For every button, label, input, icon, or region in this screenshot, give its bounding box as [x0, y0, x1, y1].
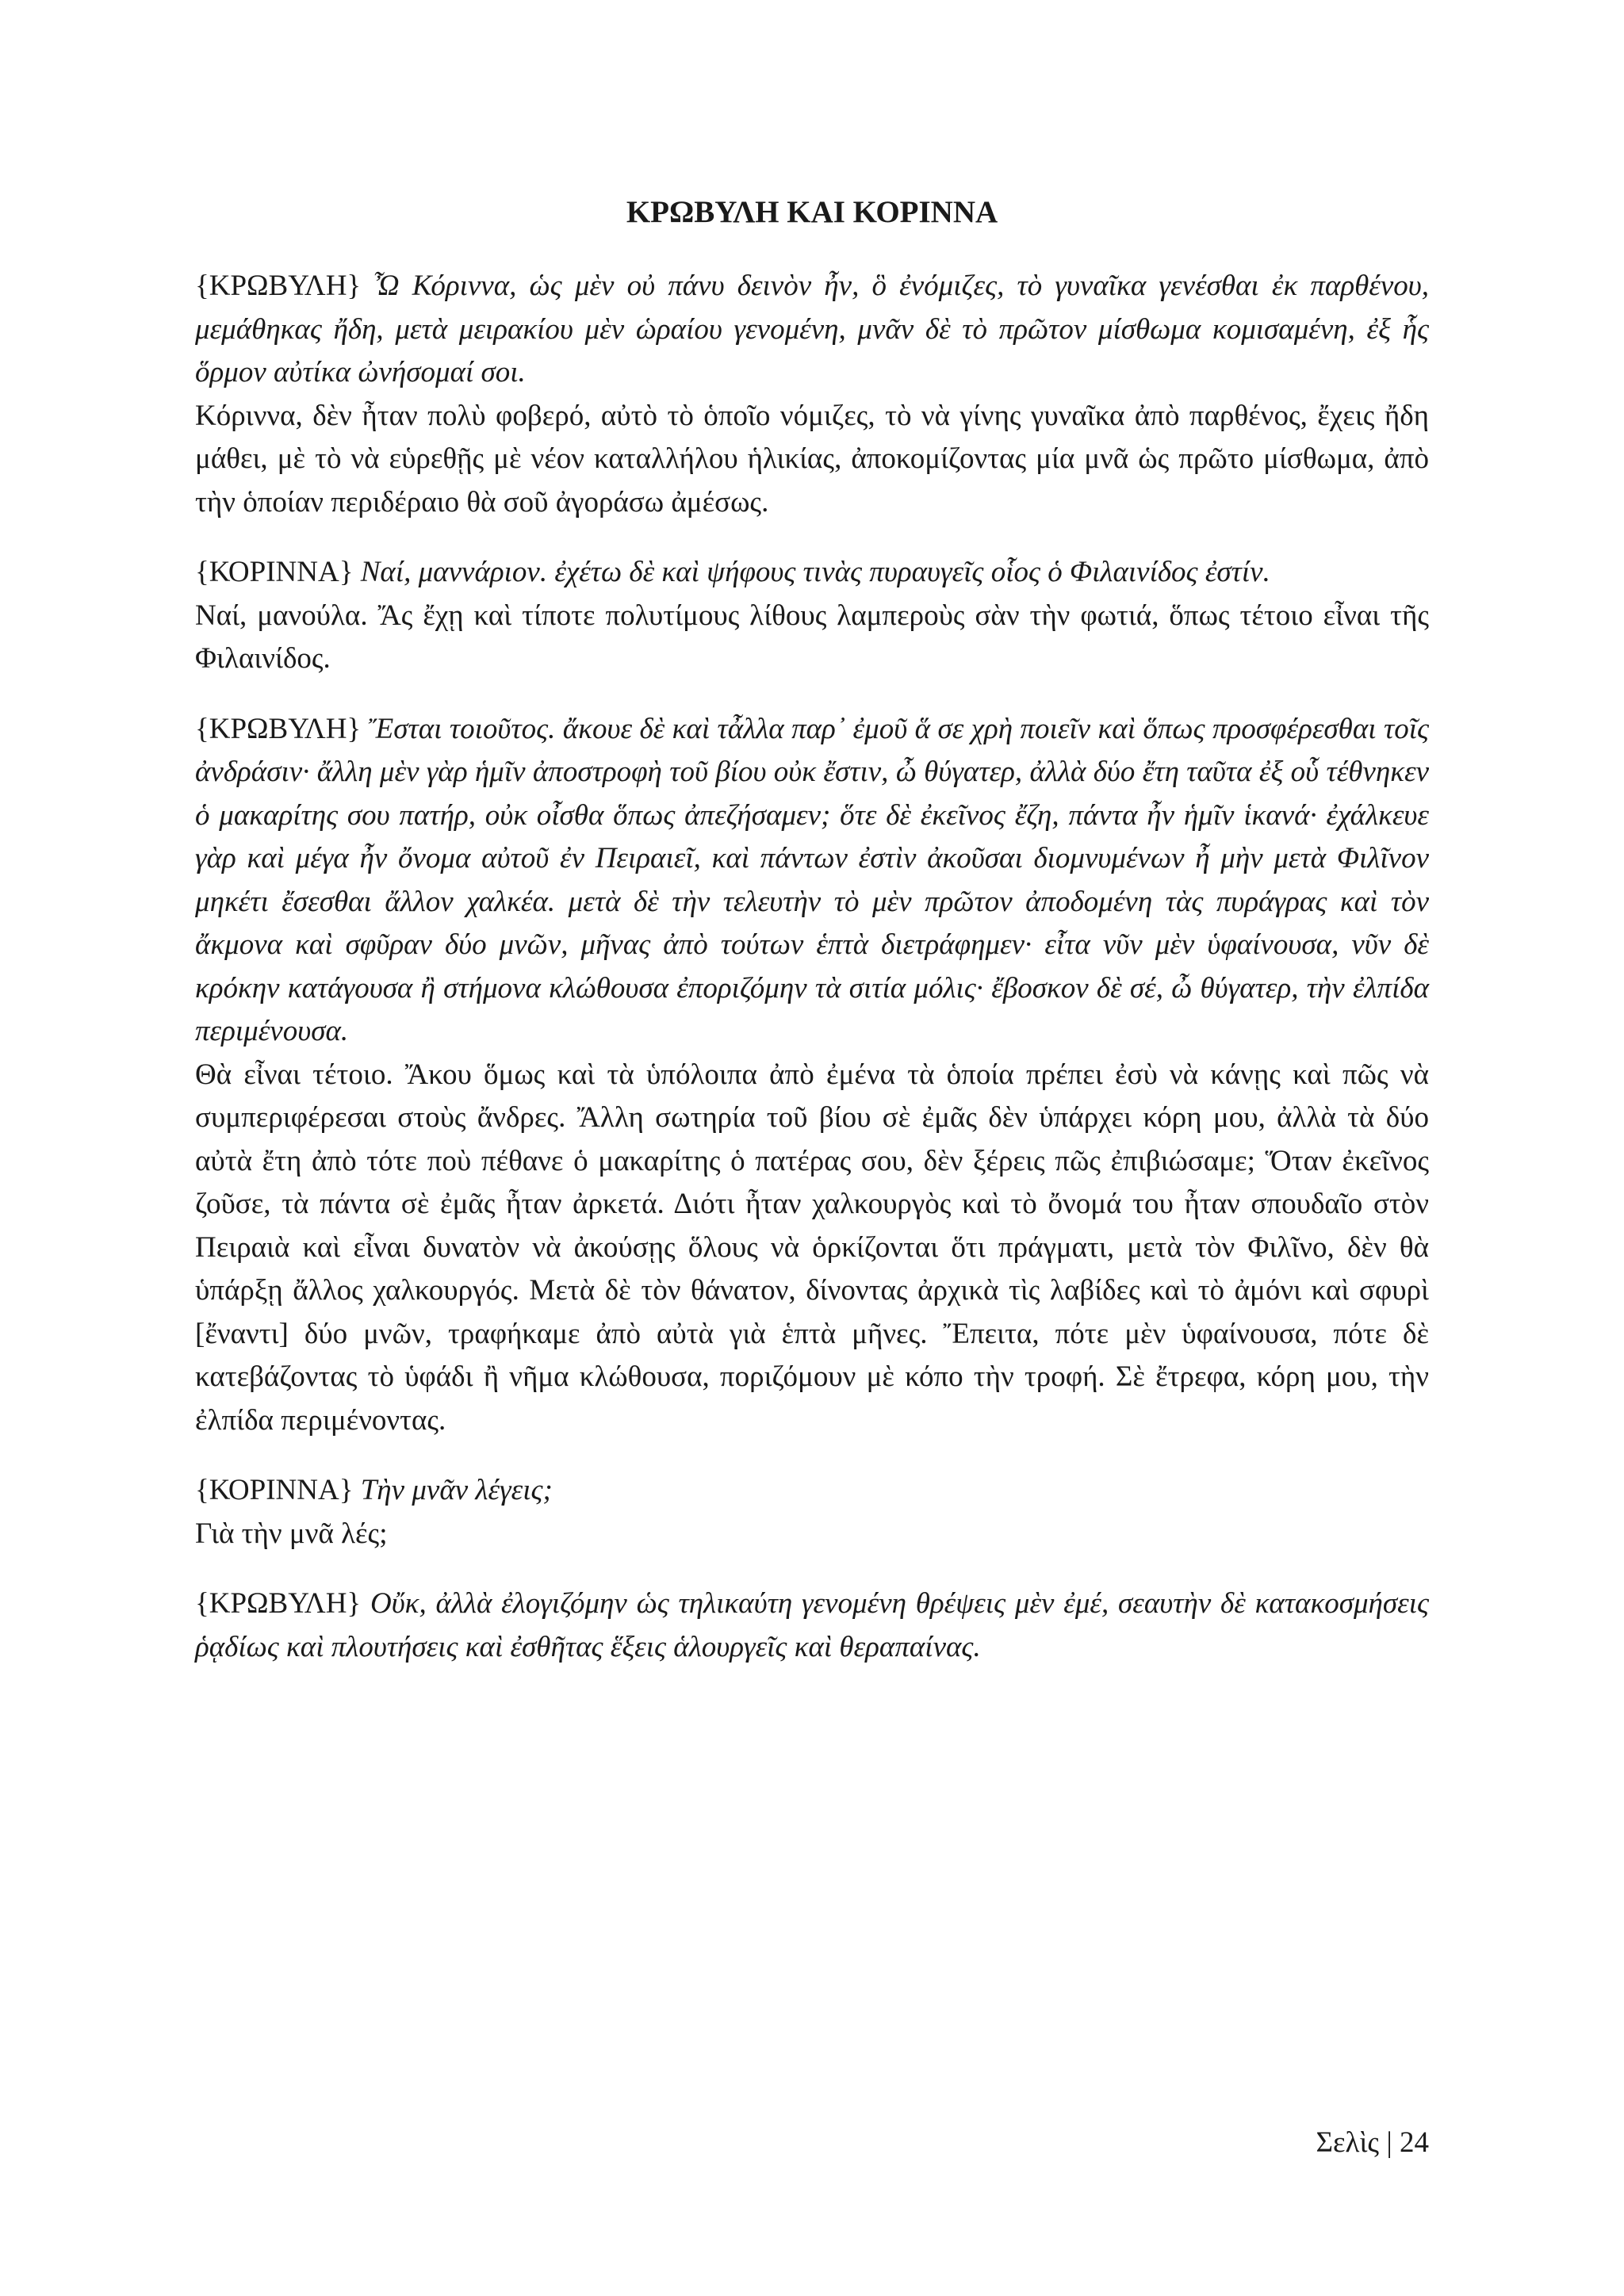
modern-translation: Γιὰ τὴν μνᾶ λές; [195, 1517, 388, 1550]
page-title: ΚΡΩΒΥΛΗ ΚΑΙ ΚΟΡΙΝΝΑ [626, 195, 998, 229]
dialogue-block-1 [195, 265, 1429, 524]
speaker-label: {ΚΟΡΙΝΝΑ} [195, 556, 354, 588]
dialogue-block-5 [195, 1582, 1429, 1669]
ancient-line: Οὔκ, ἀλλὰ ἐλογιζόμην ὡς τηλικαύτη γενομένη θρέψεις μὲν ἐμέ, σεαυτὴν δὲ κατακοσμήσεις ῥᾳδίως καὶ πλουτήσεις καὶ ἐσθῆτας ἕξεις ἁλουργεῖς καὶ θεραπαίνας. [195, 1587, 1429, 1663]
speaker-label: {ΚΡΩΒΥΛΗ} [195, 1587, 362, 1620]
modern-translation: Κόριννα, δὲν ἦταν πολὺ φοβερό, αὐτὸ τὸ ὁποῖο νόμιζες, τὸ νὰ γίνης γυναῖκα ἀπὸ παρθένος, ἔχεις ἤδη μάθει, μὲ τὸ νὰ εὑρεθῇς μὲ νέον καταλλήλου ἡλικίας, ἀποκομίζοντας μία μνᾶ ὡς πρῶτο μίσθωμα, ἀπὸ τὴν ὁποίαν περιδέραιο θὰ σοῦ ἀγοράσω ἀμέσως. [195, 399, 1429, 519]
ancient-text [195, 708, 1429, 1054]
speaker-label: {ΚΡΩΒΥΛΗ} [195, 270, 362, 302]
ancient-text [195, 265, 1429, 395]
page-number: Σελὶς | 24 [1316, 2126, 1429, 2159]
ancient-line: Τὴν μνᾶν λέγεις; [360, 1474, 553, 1506]
document-page [195, 190, 1429, 1696]
ancient-line: Ἔσται τοιοῦτος. ἄκουε δὲ καὶ τἆλλα παρ᾽ ἐμοῦ ἅ σε χρὴ ποιεῖν καὶ ὅπως προσφέρεσθαι τοῖς ἀνδράσιν· ἄλλη μὲν γὰρ ἡμῖν ἀποστροφὴ τοῦ βίου οὐκ ἔστιν, ὦ θύγατερ, ἀλλὰ δύο ἔτη ταῦτα ἐξ οὗ τέθνηκεν ὁ μακαρίτης σου πατήρ, οὐκ οἶσθα ὅπως ἀπεζήσαμεν; ὅτε δὲ ἐκεῖνος ἔζη, πάντα ἦν ἡμῖν ἱκανά· ἐχάλκευε γὰρ καὶ μέγα ἦν ὄνομα αὐτοῦ ἐν Πειραιεῖ, καὶ πάντων ἐστὶν ἀκοῦσαι διομνυμένων ἦ μὴν μετὰ Φιλῖνον μηκέτι ἔσεσθαι ἄλλον χαλκέα. μετὰ δὲ τὴν τελευτὴν τὸ μὲν πρῶτον ἀποδομένη τὰς πυράγρας καὶ τὸν ἄκμονα καὶ σφῦραν δύο μνῶν, μῆνας ἀπὸ τούτων ἑπτὰ διετράφημεν· εἶτα νῦν μὲν ὑφαίνουσα, νῦν δὲ κρόκην κατάγουσα ἢ στήμονα κλώθουσα ἐποριζόμην τὰ σιτία μόλις· ἔβοσκον δὲ σέ, ὦ θύγατερ, τὴν ἐλπίδα περιμένουσα. [195, 712, 1429, 1047]
ancient-text [195, 1582, 1429, 1669]
ancient-text [195, 1469, 1429, 1513]
dialogue-block-4 [195, 1469, 1429, 1556]
dialogue-block-3 [195, 708, 1429, 1443]
modern-translation: Θὰ εἶναι τέτοιο. Ἄκου ὅμως καὶ τὰ ὑπόλοιπα ἀπὸ ἐμένα τὰ ὁποία πρέπει ἐσὺ νὰ κάνῃς καὶ πῶς νὰ συμπεριφέρεσαι στοὺς ἄνδρες. Ἄλλη σωτηρία τοῦ βίου σὲ ἐμᾶς δὲν ὑπάρχει κόρη μου, ἀλλὰ τὰ δύο αὐτὰ ἔτη ἀπὸ τότε ποὺ πέθανε ὁ μακαρίτης ὁ πατέρας σου, δὲν ξέρεις πῶς ἐπιβιώσαμε; Ὅταν ἐκεῖνος ζοῦσε, τὰ πάντα σὲ ἐμᾶς ἦταν ἀρκετά. Διότι ἦταν χαλκουργὸς καὶ τὸ ὄνομά του ἦταν σπουδαῖο στὸν Πειραιὰ καὶ εἶναι δυνατὸν νὰ ἀκούσῃς ὅλους νὰ ὁρκίζονται ὅτι πράγματι, μετὰ τὸν Φιλῖνο, δὲν θὰ ὑπάρξῃ ἄλλος χαλκουργός. Μετὰ δὲ τὸν θάνατον, δίνοντας ἀρχικὰ τὶς λαβίδες καὶ τὸ ἀμόνι καὶ σφυρὶ [ἔναντι] δύο μνῶν, τραφήκαμε ἀπὸ αὐτὰ γιὰ ἑπτὰ μῆνες. Ἔπειτα, πότε μὲν ὑφαίνουσα, πότε δὲ κατεβάζοντας τὸ ὑφάδι ἢ νῆμα κλώθουσα, ποριζόμουν μὲ κόπο τὴν τροφή. Σὲ ἔτρεφα, κόρη μου, τὴν ἐλπίδα περιμένοντας. [195, 1058, 1429, 1437]
modern-translation: Ναί, μανούλα. Ἄς ἔχῃ καὶ τίποτε πολυτίμους λίθους λαμπεροὺς σὰν τὴν φωτιά, ὅπως τέτοιο εἶναι τῆς Φιλαινίδος. [195, 599, 1429, 675]
dialogue-block-2 [195, 551, 1429, 681]
speaker-label: {ΚΡΩΒΥΛΗ} [195, 712, 362, 745]
speaker-label: {ΚΟΡΙΝΝΑ} [195, 1474, 354, 1506]
ancient-line: Ναί, μαννάριον. ἐχέτω δὲ καὶ ψήφους τινὰς πυραυγεῖς οἷος ὁ Φιλαινίδος ἐστίν. [360, 556, 1270, 588]
ancient-line: Ὦ Κόριννα, ὡς μὲν οὐ πάνυ δεινὸν ἦν, ὃ ἐνόμιζες, τὸ γυναῖκα γενέσθαι ἐκ παρθένου, μεμάθηκας ἤδη, μετὰ μειρακίου μὲν ὡραίου γενομένη, μνᾶν δὲ τὸ πρῶτον μίσθωμα κομισαμένη, ἐξ ἧς ὅρμον αὐτίκα ὠνήσομαί σοι. [195, 270, 1429, 388]
ancient-text [195, 551, 1429, 595]
